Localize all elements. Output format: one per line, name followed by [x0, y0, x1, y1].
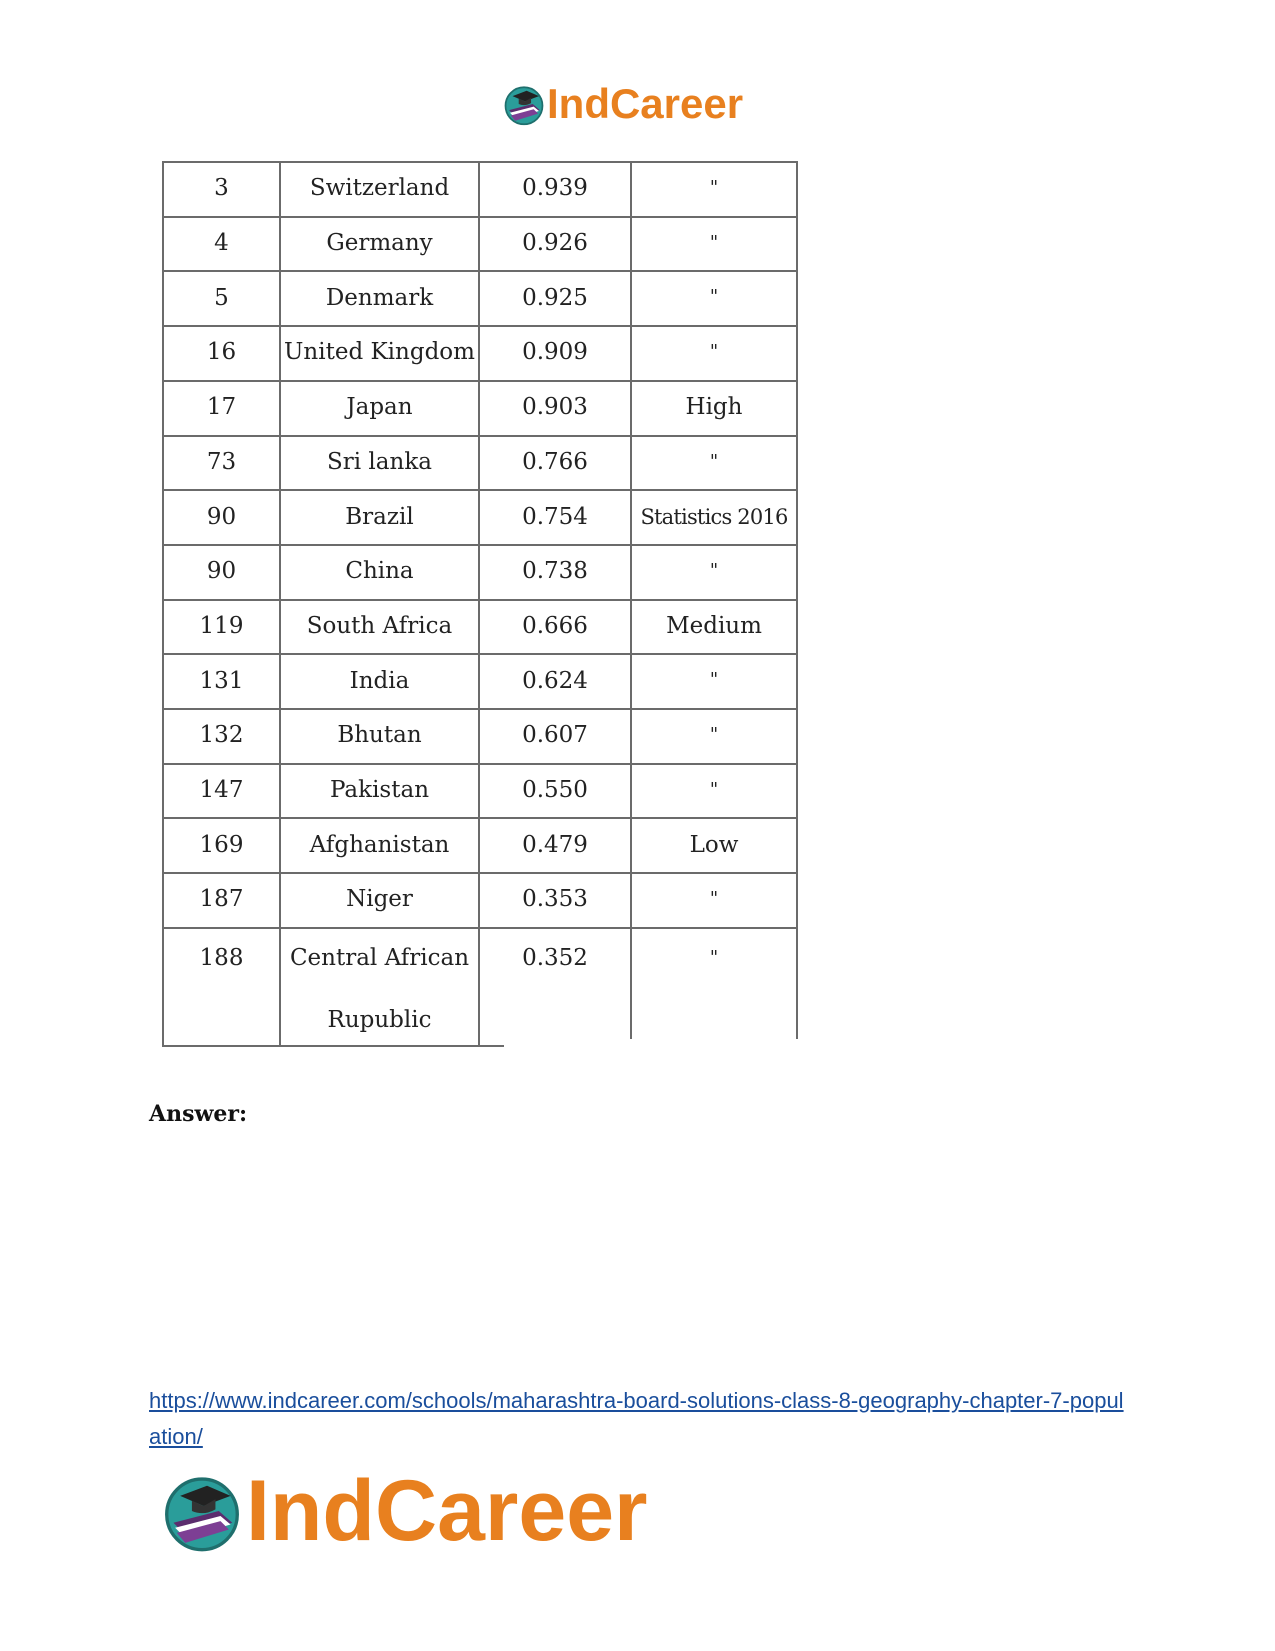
- table-cell-category: ": [709, 341, 719, 363]
- table-cell-category: ": [709, 559, 719, 581]
- table-cell-value: 0.738: [522, 558, 588, 585]
- table-cell-value: 0.903: [522, 394, 588, 421]
- table-cell-category: ": [709, 724, 719, 745]
- table-cell-country: Sri lanka: [327, 448, 432, 475]
- table-cell-rank: 17: [206, 394, 237, 421]
- table-cell-rank: 16: [206, 339, 237, 366]
- table-cell-value: 0.926: [522, 230, 588, 257]
- table-cell-value: 0.666: [522, 612, 588, 639]
- table-cell-country-line2: Rupublic: [327, 1006, 432, 1033]
- table-cell-rank: 4: [214, 230, 229, 257]
- table-cell-country: Bhutan: [337, 722, 422, 749]
- table-cell-rank: 90: [206, 503, 237, 530]
- table-cell-value: 0.766: [522, 448, 588, 475]
- table-cell-value: 0.353: [522, 886, 588, 913]
- table-cell-category: Low: [689, 831, 739, 858]
- table-cell-category: ": [709, 231, 719, 253]
- table-cell-rank: 119: [199, 612, 244, 639]
- table-cell-category: Statistics 2016: [640, 504, 788, 529]
- table-cell-value: 0.754: [522, 503, 588, 530]
- table-cell-rank: 73: [206, 448, 237, 475]
- table-cell-value: 0.939: [522, 175, 588, 202]
- table-cell-category: ": [709, 286, 719, 308]
- table-cell-value: 0.909: [522, 339, 588, 366]
- table-cell-rank: 169: [199, 831, 244, 858]
- table-cell-value: 0.352: [522, 944, 588, 971]
- indcareer-logo-bottom: [160, 1463, 648, 1559]
- table-cell-country: Denmark: [325, 284, 434, 311]
- table-cell-rank: 147: [199, 777, 244, 804]
- table-cell-category: High: [685, 394, 743, 421]
- graduation-cap-book-icon: [502, 82, 546, 126]
- source-link[interactable]: https://www.indcareer.com/schools/maharashtra-board-solutions-class-8-geography-chapter-7-population/: [149, 1388, 1124, 1449]
- answer-label: Answer:: [149, 1101, 248, 1127]
- table-cell-country: India: [349, 667, 410, 694]
- table-cell-rank: 5: [214, 284, 229, 311]
- table-cell-rank: 132: [199, 722, 244, 749]
- hdi-table: [162, 161, 802, 1044]
- table-cell-country: United Kingdom: [284, 339, 475, 366]
- table-cell-category: ": [709, 888, 719, 910]
- table-cell-country: Niger: [346, 886, 413, 913]
- table-cell-country: Brazil: [345, 503, 414, 530]
- table-cell-category: ": [709, 177, 719, 198]
- table-cell-rank: 188: [199, 944, 244, 971]
- table-cell-category: Medium: [666, 612, 762, 639]
- table-cell-rank: 131: [199, 667, 244, 694]
- table-cell-country: Afghanistan: [309, 831, 450, 858]
- table-cell-category: ": [709, 669, 719, 691]
- table-cell-country: Switzerland: [309, 175, 450, 202]
- table-cell-country: Germany: [326, 230, 433, 257]
- table-cell-rank: 90: [206, 558, 237, 585]
- table-cell-rank: 187: [199, 886, 244, 913]
- table-cell-country: Central African: [289, 944, 470, 971]
- graduation-cap-book-icon: [160, 1469, 244, 1553]
- table-cell-country: Pakistan: [329, 777, 430, 804]
- table-grid-line: [796, 161, 798, 1039]
- table-grid-line: [162, 927, 798, 929]
- indcareer-logo-top: [502, 80, 743, 128]
- table-cell-value: 0.624: [522, 667, 588, 694]
- logo-wordmark: IndCareer: [547, 80, 744, 127]
- table-grid-line: [162, 1045, 504, 1047]
- logo-wordmark: IndCareer: [246, 1463, 648, 1559]
- table-cell-country: Japan: [346, 394, 413, 421]
- table-cell-value: 0.479: [522, 831, 588, 858]
- table-cell-category: ": [709, 450, 719, 472]
- table-cell-rank: 3: [214, 175, 229, 202]
- table-cell-value: 0.607: [522, 722, 588, 749]
- table-cell-value: 0.925: [522, 284, 588, 311]
- table-cell-country: China: [345, 558, 414, 585]
- table-cell-category: ": [709, 947, 719, 969]
- table-cell-country: South Africa: [306, 612, 453, 639]
- table-cell-category: ": [709, 778, 719, 800]
- table-cell-value: 0.550: [522, 777, 588, 804]
